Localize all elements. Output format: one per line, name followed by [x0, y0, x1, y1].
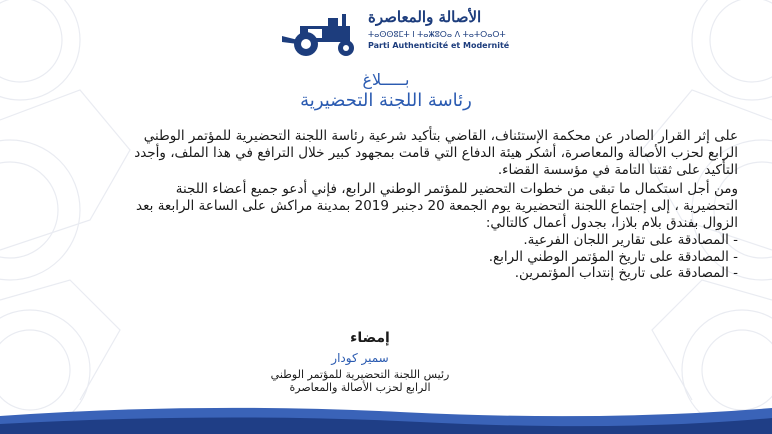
signatory-role-line: الرابع لحزب الأصالة والمعاصرة [289, 381, 431, 394]
document-title: بـــــلاغ [362, 70, 410, 89]
agenda-item: - المصادقة على تاريخ إنتداب المؤتمرين. [514, 265, 738, 282]
document-subtitle: رئاسة اللجنة التحضيرية [300, 90, 472, 111]
signatory-name: سمير كودار [331, 351, 389, 365]
signatory-role [240, 368, 480, 394]
paragraph-verdict: على إثر القرار الصادر عن محكمة الإستئناف، القاضي بتأكيد شرعية رئاسة اللجنة التحضيرية للمؤتمر الوطني الرابع لحزب الأصالة والمعاصرة، أشكر هيئة الدفاع التي قامت بمجهود كبير خلال الترافع في هذا الملف، وأجدد التأكيد على ثقتنا التامة في مؤسسة القضاء. [134, 128, 738, 178]
paragraph-meeting: ومن أجل استكمال ما تبقى من خطوات التحضير للمؤتمر الوطني الرابع، فإني أدعو جميع أعضاء اللجنة التحضيرية ، إلى إجتماع اللجنة التحضيرية يوم الجمعة 20 دجنبر 2019 بمدينة مراكش على الساعة الرابعة بعد الزوال بفندق بلام بلازا، بجدول أعمال كالتالي: [136, 181, 738, 231]
signatory-role-line: رئيس اللجنة التحضيرية للمؤتمر الوطني [270, 368, 450, 381]
party-name-tifinagh: ⵜⴰⵙⵙⵓⵎⵜ ⵏ ⵜⴰⵥⵓⵔⴰ ⴷ ⵜⴰⵜⵔⴰⵔⵜ [368, 30, 506, 39]
document-body [120, 128, 738, 282]
agenda-item: - المصادقة على تاريخ المؤتمر الوطني الرابع. [488, 248, 738, 265]
agenda-item: - المصادقة على تقارير اللجان الفرعية. [523, 231, 738, 248]
tractor-icon [278, 12, 364, 58]
signature-label: إمضاء [350, 330, 390, 346]
footer-wave [0, 402, 772, 434]
party-logo [278, 8, 514, 60]
party-name-arabic: الأصالة والمعاصرة [368, 8, 482, 26]
party-name-french: Parti Authenticité et Modernité [368, 41, 510, 50]
